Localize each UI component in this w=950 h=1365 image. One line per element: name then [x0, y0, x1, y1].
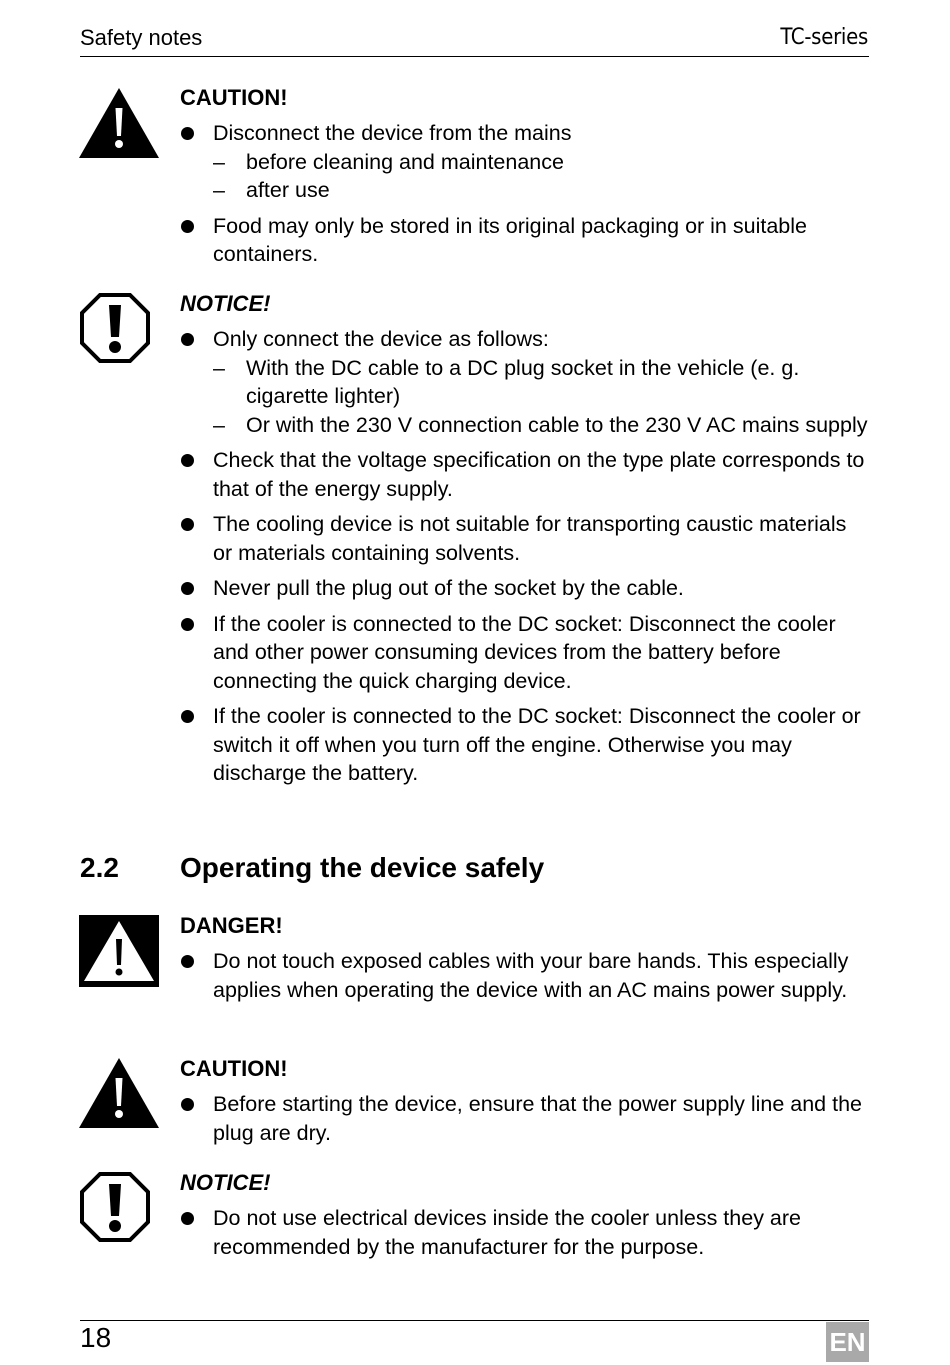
block-title: DANGER! — [180, 913, 283, 938]
notice-block — [180, 290, 870, 795]
sub-item: – after use — [213, 176, 870, 205]
list-item: Do not touch exposed cables with your bare hands. This especially applies when operating the device with an AC mains power supply. — [180, 947, 870, 1004]
page-number: 18 — [80, 1322, 112, 1353]
caution-block — [180, 84, 870, 276]
danger-triangle-icon — [79, 915, 159, 987]
list-item: If the cooler is connected to the DC socket: Disconnect the cooler and other power consuming devices from the battery before connecting the quick charging device. — [180, 610, 870, 696]
list-item: Never pull the plug out of the socket by the cable. — [180, 574, 870, 603]
block-title: CAUTION! — [180, 85, 288, 110]
list-item: Do not use electrical devices inside the cooler unless they are recommended by the manufacturer for the purpose. — [180, 1204, 870, 1261]
block-title: CAUTION! — [180, 1056, 288, 1081]
list-item: The cooling device is not suitable for transporting caustic materials or materials containing solvents. — [180, 510, 870, 567]
sub-item: – before cleaning and maintenance — [213, 148, 870, 177]
notice-octagon-icon — [80, 293, 150, 363]
notice-block — [180, 1169, 870, 1268]
warning-triangle-icon — [79, 1058, 159, 1130]
block-title: NOTICE! — [180, 291, 271, 316]
list-item: If the cooler is connected to the DC socket: Disconnect the cooler or switch it off when you turn off the engine. Otherwise you may discharge the battery. — [180, 702, 870, 788]
list-item: Disconnect the device from the mains – before cleaning and maintenance – after use — [180, 119, 870, 205]
block-title: NOTICE! — [180, 1170, 271, 1195]
section-number: 2.2 — [80, 852, 119, 883]
notice-octagon-icon — [80, 1172, 150, 1242]
sub-item: – With the DC cable to a DC plug socket in the vehicle (e. g. cigarette lighter) — [213, 354, 870, 411]
danger-block — [180, 912, 870, 1011]
footer-rule — [80, 1320, 869, 1321]
warning-triangle-icon — [79, 88, 159, 160]
language-badge: EN — [826, 1322, 869, 1362]
section-title: Operating the device safely — [180, 852, 545, 883]
sub-item: – Or with the 230 V connection cable to the 230 V AC mains supply — [213, 411, 870, 440]
header-section-title: Safety notes — [80, 25, 203, 50]
list-item: Before starting the device, ensure that the power supply line and the plug are dry. — [180, 1090, 870, 1147]
list-item: Food may only be stored in its original packaging or in suitable containers. — [180, 212, 870, 269]
caution-block — [180, 1055, 870, 1154]
list-item: Only connect the device as follows: – With the DC cable to a DC plug socket in the vehicle (e. g. cigarette lighter) – Or with the 230 V connection cable to the 230 V AC mains supply — [180, 325, 870, 439]
list-item: Check that the voltage specification on the type plate corresponds to that of the energy supply. — [180, 446, 870, 503]
header-series-name: TC-series — [780, 25, 868, 50]
header-rule — [80, 56, 869, 57]
